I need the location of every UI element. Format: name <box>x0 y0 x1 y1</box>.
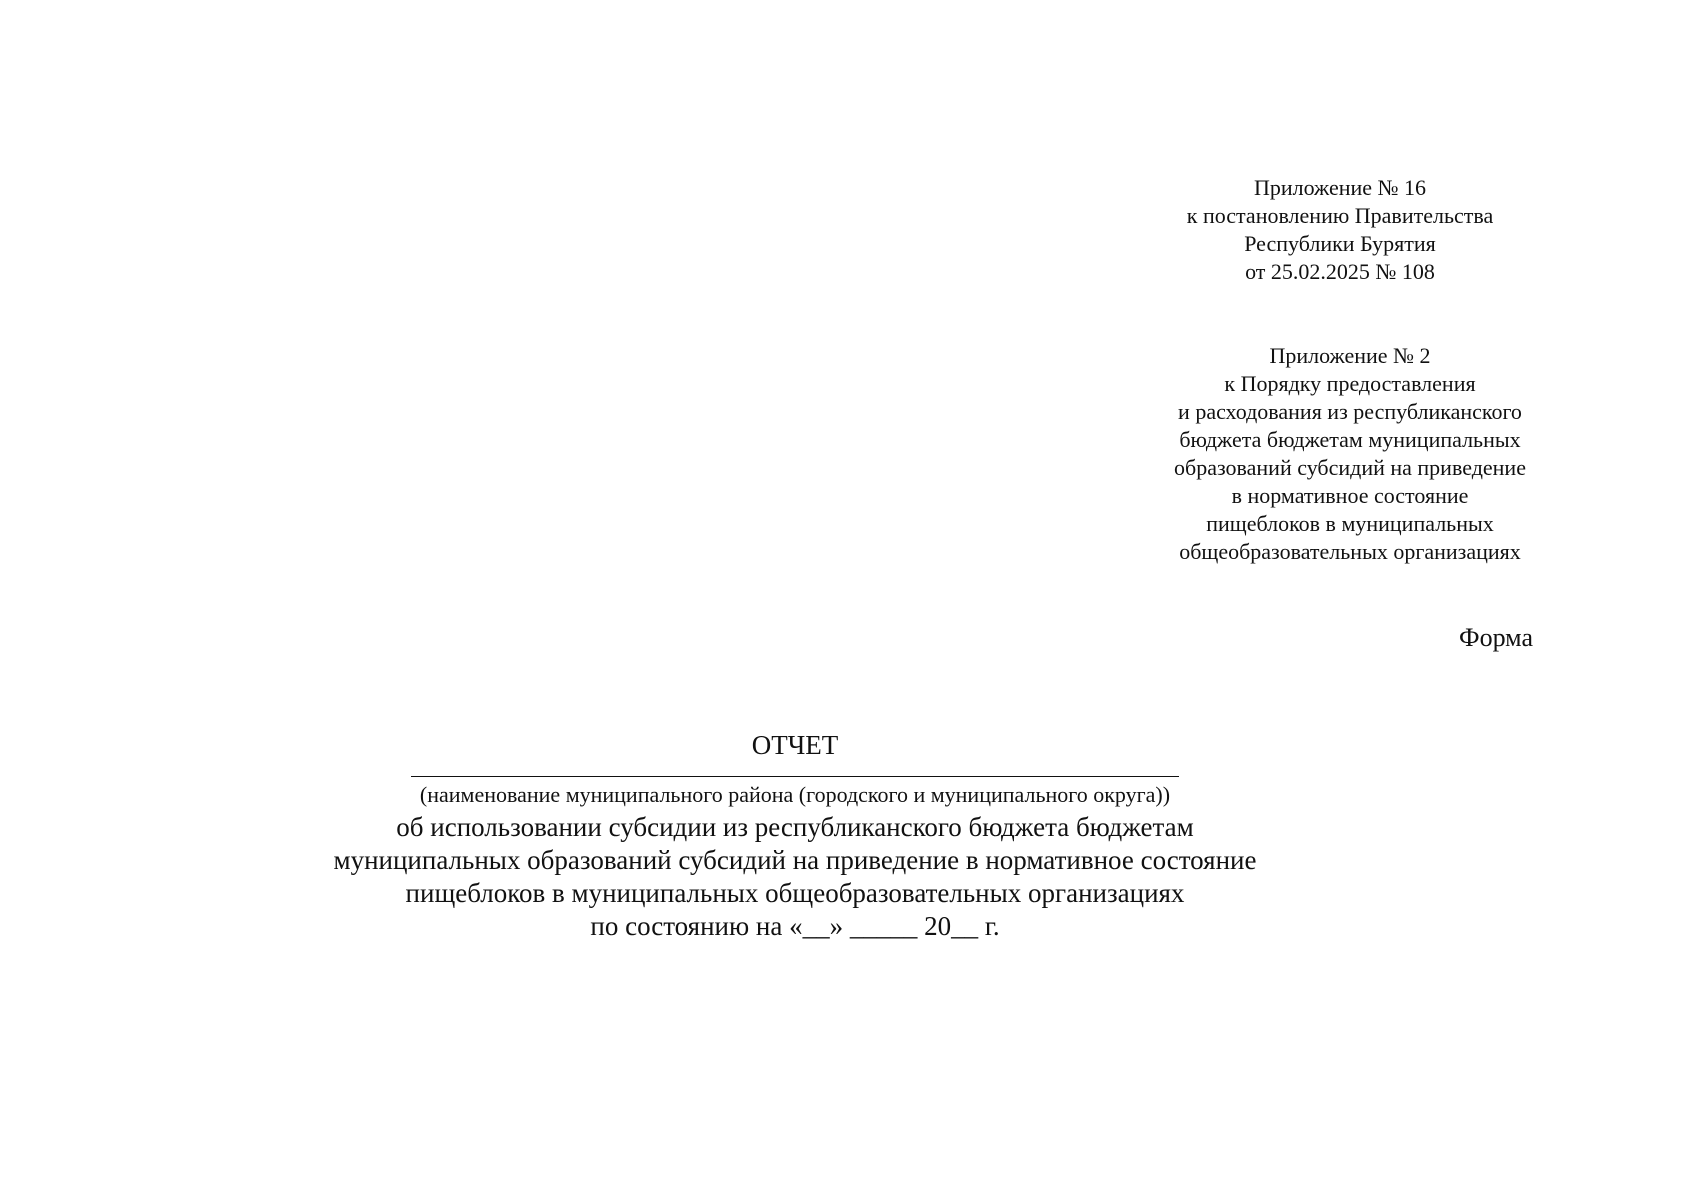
annex-16-line: Республики Бурятия <box>1244 231 1436 256</box>
annex-2-line: в нормативное состояние <box>1231 483 1469 508</box>
annex-2-line: и расходования из республиканского <box>1178 399 1522 424</box>
report-date-line: по состоянию на «__» _____ 20__ г. <box>590 911 1000 941</box>
annex-2-block <box>1140 342 1560 566</box>
annex-2-line: бюджета бюджетам муниципальных <box>1179 427 1521 452</box>
annex-2-line: образований субсидий на приведение <box>1174 455 1526 480</box>
annex-2-line: общеобразовательных организациях <box>1179 539 1521 564</box>
annex-2-line: Приложение № 2 <box>1269 343 1431 368</box>
report-subject-line: об использовании субсидии из республиканского бюджета бюджетам <box>396 812 1194 842</box>
annex-16-line: к постановлению Правительства <box>1186 203 1494 228</box>
report-subject-line: муниципальных образований субсидий на приведение в нормативное состояние <box>333 845 1257 875</box>
municipality-name-caption: (наименование муниципального района (городского и муниципального округа)) <box>419 782 1171 807</box>
report-header <box>290 728 1300 943</box>
annex-2-line: пищеблоков в муниципальных <box>1206 511 1494 536</box>
annex-16-line: Приложение № 16 <box>1253 175 1427 200</box>
annex-16-line: от 25.02.2025 № 108 <box>1245 259 1435 284</box>
form-label: Форма <box>1459 623 1533 652</box>
report-subject-line: пищеблоков в муниципальных общеобразовательных организациях <box>405 878 1185 908</box>
municipality-name-fill-line <box>411 772 1179 777</box>
annex-2-line: к Порядку предоставления <box>1224 371 1476 396</box>
report-subject <box>290 811 1300 943</box>
report-title: ОТЧЕТ <box>751 730 839 760</box>
annex-16-block <box>1130 174 1550 286</box>
